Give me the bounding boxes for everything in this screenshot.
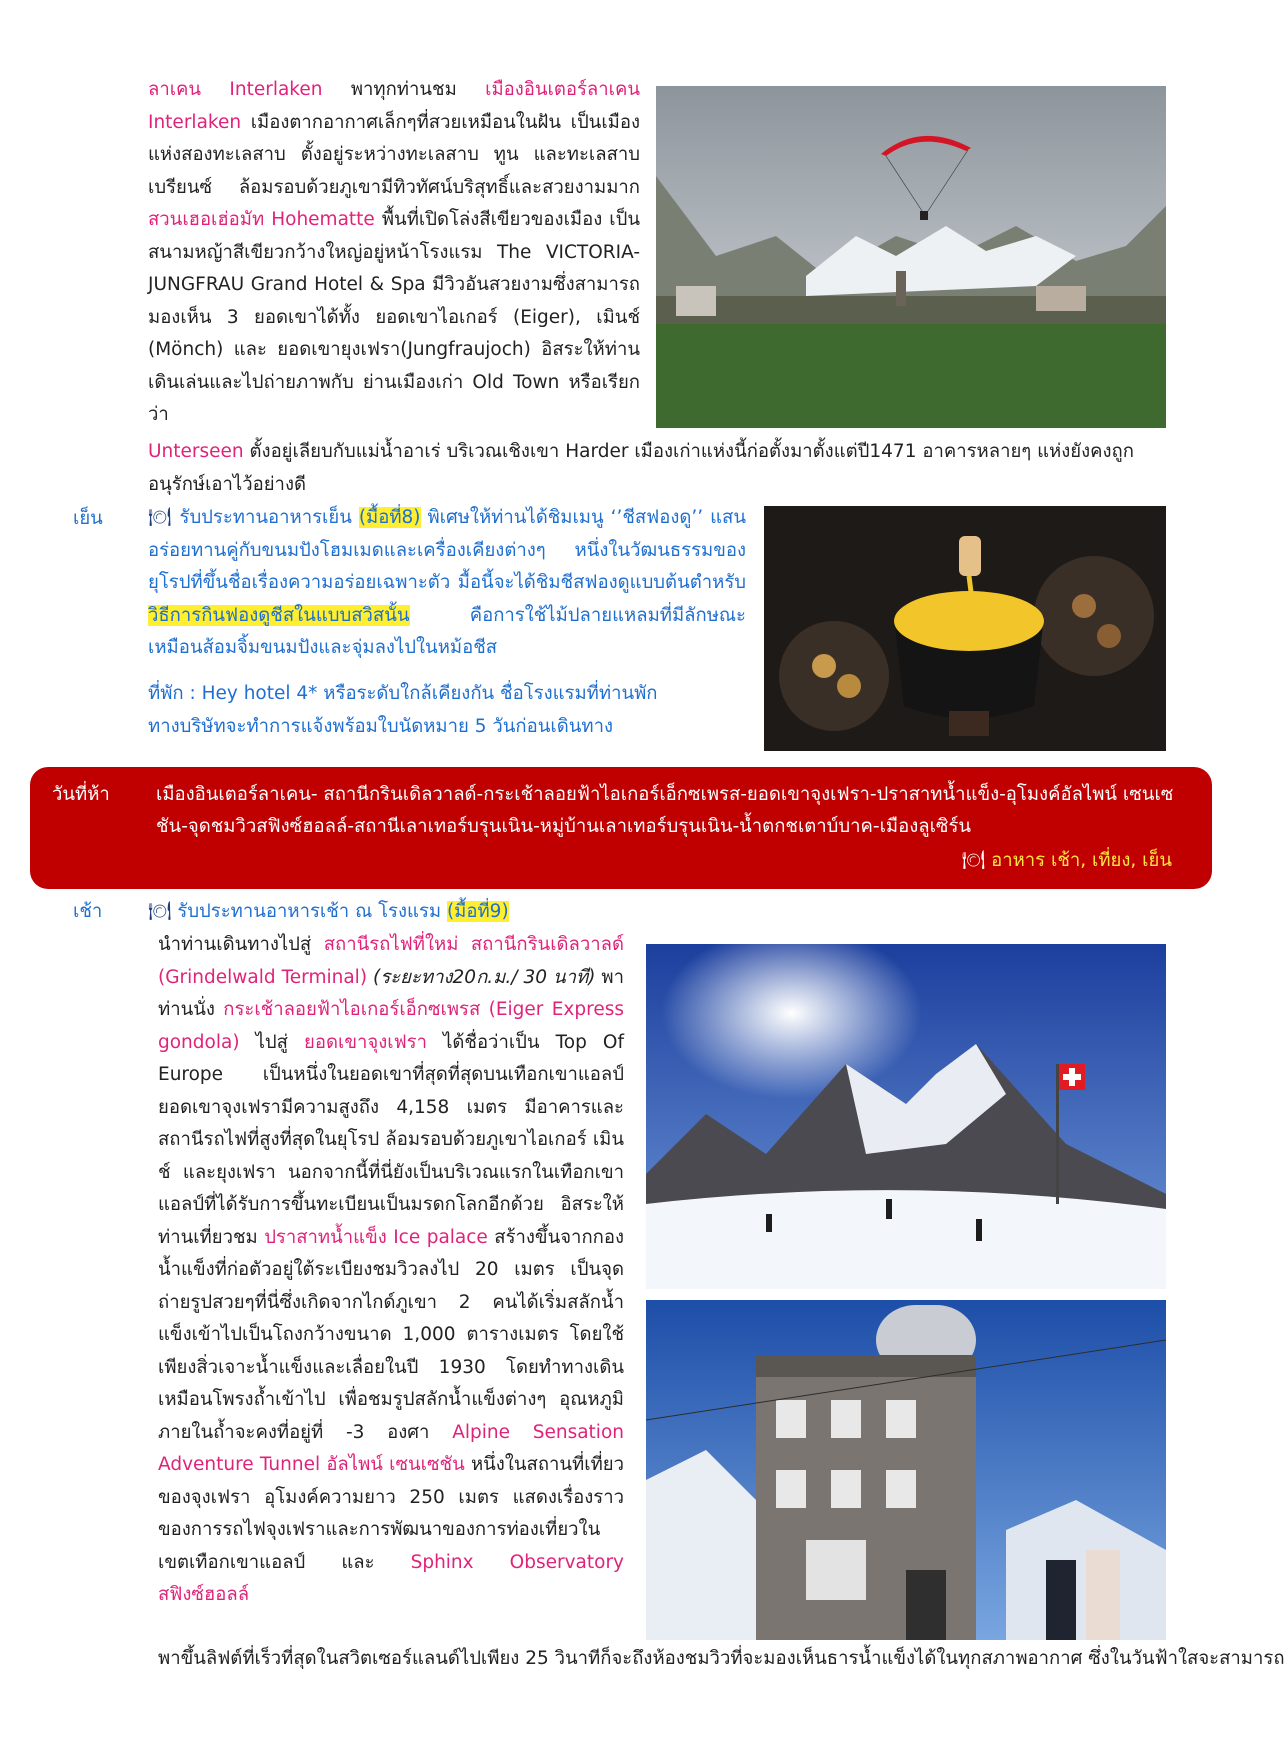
day-number: วันที่ห้า: [52, 784, 110, 805]
alpine-sensation-tunnel: Alpine Sensation Adventure Tunnel อัลไพน์ เซนเซชัน: [158, 1421, 624, 1475]
dinner-paragraph: 🍽 รับประทานอาหารเย็น (มื้อที่8) พิเศษให้ท่านได้ชิมเมนู ‘’ชีสฟองดู’’ แสนอร่อยทานคู่กับขนมปังโฮมเมดและเครื่องเคียงต่างๆ หนึ่งในวัฒนธรรมของยุโรปที่ขึ้นชื่อเรื่องความอร่อยเฉพาะตัว มื้อนี้จะได้ชิมชีสฟองดูแบบต้นตำหรับ วิธีการกินฟองดูชีสในแบบสวิสนั้น คือการใช้ไม้ปลายแหลมที่มีลักษณะเหมือนส้อมจิ้มขนมปังและจุ่มลงไปในหม้อชีส: [148, 507, 746, 658]
grindelwald-terminal: สถานีรถไฟที่ใหม่ สถานีกรินเดิลวาลด์ (Grindelwald Terminal): [158, 934, 624, 988]
hotel-info: [148, 678, 738, 743]
jungfrau-peak: ยอดเขาจุงเฟรา: [304, 1031, 427, 1053]
interlaken-paraglider-photo: [656, 86, 1166, 428]
sphinx-observatory: Sphinx Observatory สฟิงซ์ฮอลล์: [158, 1551, 624, 1605]
breakfast-line: 🍽 รับประทานอาหารเช้า ณ โรงแรม (มื้อที่9): [148, 901, 509, 922]
meal-icon: 🍽: [148, 507, 173, 528]
fondue-method-highlight: วิธีการกินฟองดูชีสในแบบสวิสนั้น: [148, 604, 410, 626]
jungfrau-summit-photo: [646, 944, 1166, 1289]
dinner-time-label: เย็น: [73, 508, 103, 529]
breakfast-meal-number: (มื้อที่9): [446, 901, 509, 922]
day-five-banner: [30, 767, 1212, 889]
ice-palace: ปราสาทน้ำแข็ง Ice palace: [264, 1226, 488, 1248]
dinner-meal-number: (มื้อที่8): [358, 507, 421, 528]
hotel-line-1: ที่พัก : Hey hotel 4* หรือระดับใกล้เคียงกัน ชื่อโรงแรมที่ท่านพัก: [148, 683, 658, 704]
interlaken-name: ลาเคน Interlaken: [148, 79, 323, 100]
breakfast-time-label: เช้า: [73, 901, 103, 922]
distance-note: (ระยะทาง20ก.ม./ 30 นาที): [367, 966, 596, 988]
eiger-express: กระเช้าลอยฟ้าไอเกอร์เอ็กซเพรส (Eiger Express gondola): [158, 999, 624, 1053]
day-route: เมืองอินเตอร์ลาเคน- สถานีกรินเดิลวาลด์-กระเช้าลอยฟ้าไอเกอร์เอ็กซเพรส-ยอดเขาจุงเฟรา-ปราสาทน้ำแข็ง-อุโมงค์อัลไพน์ เซนเซชัน-จุดชมวิวสฟิงซ์ฮอลล์-สถานีเลาเทอร์บรุนเนิน-หมู่บ้านเลาเทอร์บรุนเนิน-น้ำตกชเตาบ์บาค-เมืองลูเซิร์น: [156, 784, 1174, 837]
hohematte-park: สวนเฮอเฮ่อมัท Hohematte: [148, 209, 375, 230]
jungfrau-paragraph: นำท่านเดินทางไปสู่ สถานีรถไฟที่ใหม่ สถานีกรินเดิลวาลด์ (Grindelwald Terminal) (ระยะทาง20ก.ม./ 30 นาที) พาท่านนั่ง กระเช้าลอยฟ้าไอเกอร์เอ็กซเพรส (Eiger Express gondola) ไปสู่ ยอดเขาจุงเฟรา ได้ชื่อว่าเป็น Top Of Europe เป็นหนึ่งในยอดเขาที่สุดที่สุดบนเทือกเขาแอลป์ ยอดเขาจุงเฟรามีความสูงถึง 4,158 เมตร มีอาคารและสถานีรถไฟที่สูงที่สุดในยุโรป ล้อมรอบด้วยภูเขาไอเกอร์ เมินช์ และยุงเฟรา นอกจากนี้ที่นี่ยังเป็นบริเวณแรกในเทือกเขาแอลป์ที่ได้รับการขึ้นทะเบียนเป็นมรดกโลกอีกด้วย อิสระให้ท่านเที่ยวชม ปราสาทน้ำแข็ง Ice palace สร้างขึ้นจากกองน้ำแข็งที่ก่อตัวอยู่ใต้ระเบียงชมวิวลงไป 20 เมตร เป็นจุดถ่ายรูปสวยๆที่นี่ซึ่งเกิดจากไกด์ภูเขา 2 คนได้เริ่มสลักน้ำแข็งเข้าไปเป็นโถงกว้างขนาด 1,000 ตารางเมตร โดยใช้เพียงสิ่วเจาะน้ำแข็งและเลื่อยในปี 1930 โดยทำทางเดินเหมือนโพรงถ้ำเข้าไป เพื่อชมรูปสลักน้ำแข็งต่างๆ อุณหภูมิภายในถ้ำจะคงที่อยู่ที่ -3 องศา Alpine Sensation Adventure Tunnel อัลไพน์ เซนเซชัน หนึ่งในสถานที่เที่ยวของจุงเฟรา อุโมงค์ความยาว 250 เมตร แสดงเรื่องราวของการรถไฟจุงเฟราและการพัฒนาของการท่องเที่ยวในเขตเทือกเขาแอลป์ และ Sphinx Observatory สฟิงซ์ฮอลล์: [158, 934, 625, 1605]
day-meals: 🍽 อาหาร เช้า, เที่ยง, เย็น: [961, 850, 1172, 871]
unterseen-name: Unterseen: [148, 441, 244, 462]
cheese-fondue-photo: [764, 506, 1166, 751]
meal-icon: 🍽: [961, 850, 986, 871]
sphinx-observatory-photo: [646, 1300, 1166, 1640]
interlaken-paragraph: ลาเคน Interlaken พาทุกท่านชม เมืองอินเตอร์ลาเคน Interlaken เมืองตากอากาศเล็กๆที่สวยเหมือนในฝัน เป็นเมืองแห่งสองทะเลสาบ ตั้งอยู่ระหว่างทะเลสาบ ทูน และทะเลสาบเบรียนซ์ ล้อมรอบด้วยภูเขามีทิวทัศน์บริสุทธิ์และสวยงามมาก สวนเฮอเฮ่อมัท Hohematte พื้นที่เปิดโล่งสีเขียวของเมือง เป็นสนามหญ้าสีเขียวกว้างใหญ่อยู่หน้าโรงแรม The VICTORIA-JUNGFRAU Grand Hotel & Spa มีวิวอันสวยงามซึ่งสามารถมองเห็น 3 ยอดเขาได้ทั้ง ยอดเขาไอเกอร์ (Eiger), เมินช์ (Mönch) และ ยอดเขายุงเฟรา(Jungfraujoch) อิสระให้ท่านเดินเล่นและไปถ่ายภาพกับ ย่านเมืองเก่า Old Town หรือเรียกว่า: [148, 79, 640, 425]
interlaken-town-link: เมืองอินเตอร์ลาเคน Interlaken: [148, 79, 640, 133]
unterseen-paragraph: Unterseen ตั้งอยู่เลียบกับแม่น้ำอาเร่ บริเวณเชิงเขา Harder เมืองเก่าแห่งนี้ก่อตั้งมาตั้งแต่ปี1471 อาคารหลายๆ แห่งยังคงถูกอนุรักษ์เอาไว้อย่างดี: [148, 441, 1134, 495]
meal-icon: 🍽: [148, 901, 172, 922]
sphinx-continuation: พาขึ้นลิฟต์ที่เร็วที่สุดในสวิตเซอร์แลนด์ไปเพียง 25 วินาทีก็จะถึงห้องชมวิวที่จะมองเห็นธารน้ำแข็งได้ในทุกสภาพอากาศ ซึ่งในวันฟ้าใสจะสามารถ: [158, 1648, 1285, 1669]
hotel-line-2: ทางบริษัทจะทำการแจ้งพร้อมใบนัดหมาย 5 วันก่อนเดินทาง: [148, 715, 613, 737]
